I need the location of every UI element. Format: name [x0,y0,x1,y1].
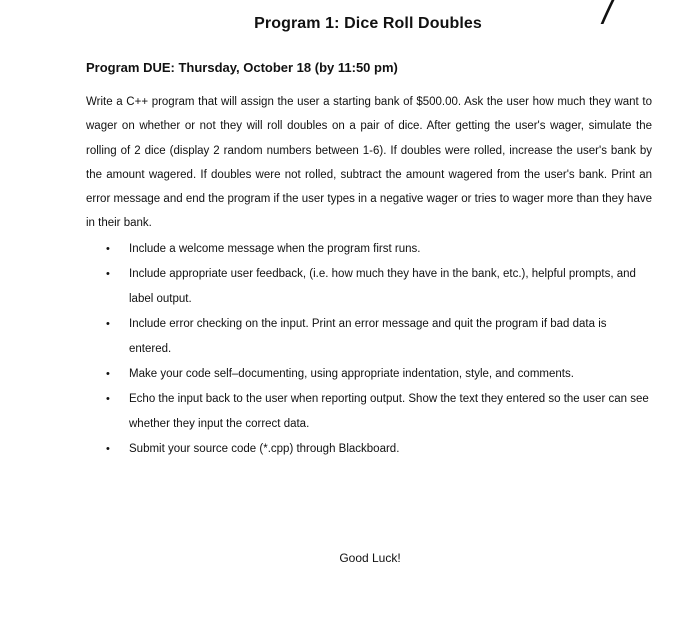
requirement-item [106,362,651,387]
requirements-list [106,237,651,462]
requirement-text: Include a welcome message when the program first runs. [129,243,421,255]
bullet-point: • [106,318,110,330]
requirement-item [106,437,651,462]
requirement-item [106,312,651,362]
bullet-point: • [106,443,110,455]
requirement-text: Submit your source code (*.cpp) through Blackboard. [129,443,400,455]
requirement-item [106,237,651,262]
assignment-description: Write a C++ program that will assign the user a starting bank of $500.00. Ask the user how much they want to wager on whether or not they will roll doubles on a pair of dice. After getting the user's wager, simulate the rolling of 2 dice (display 2 random numbers between 1-6). If doubles were rolled, increase the user's bank by the amount wagered. If doubles were not rolled, subtract the amount wagered from the user's bank. Print an error message and end the program if the user types in a negative wager or tries to wager more than they have in their bank. [86,96,652,230]
closing-message: Good Luck! [339,551,401,565]
requirement-text: Include error checking on the input. Print an error message and quit the program if bad data is entered. [129,318,607,355]
requirement-item [106,262,651,312]
requirement-text: Make your code self–documenting, using appropriate indentation, style, and comments. [129,368,574,380]
bullet-point: • [106,368,110,380]
requirement-item [106,387,651,437]
document-title: Program 1: Dice Roll Doubles [254,15,482,32]
requirement-text: Echo the input back to the user when reporting output. Show the text they entered so the user can see whether they input the correct data. [129,393,649,430]
bullet-point: • [106,268,110,280]
requirement-text: Include appropriate user feedback, (i.e. how much they have in the bank, etc.), helpful prompts, and label output. [129,268,636,305]
bullet-point: • [106,243,110,255]
due-date-heading: Program DUE: Thursday, October 18 (by 11:50 pm) [86,60,398,75]
bullet-point: • [106,393,110,405]
